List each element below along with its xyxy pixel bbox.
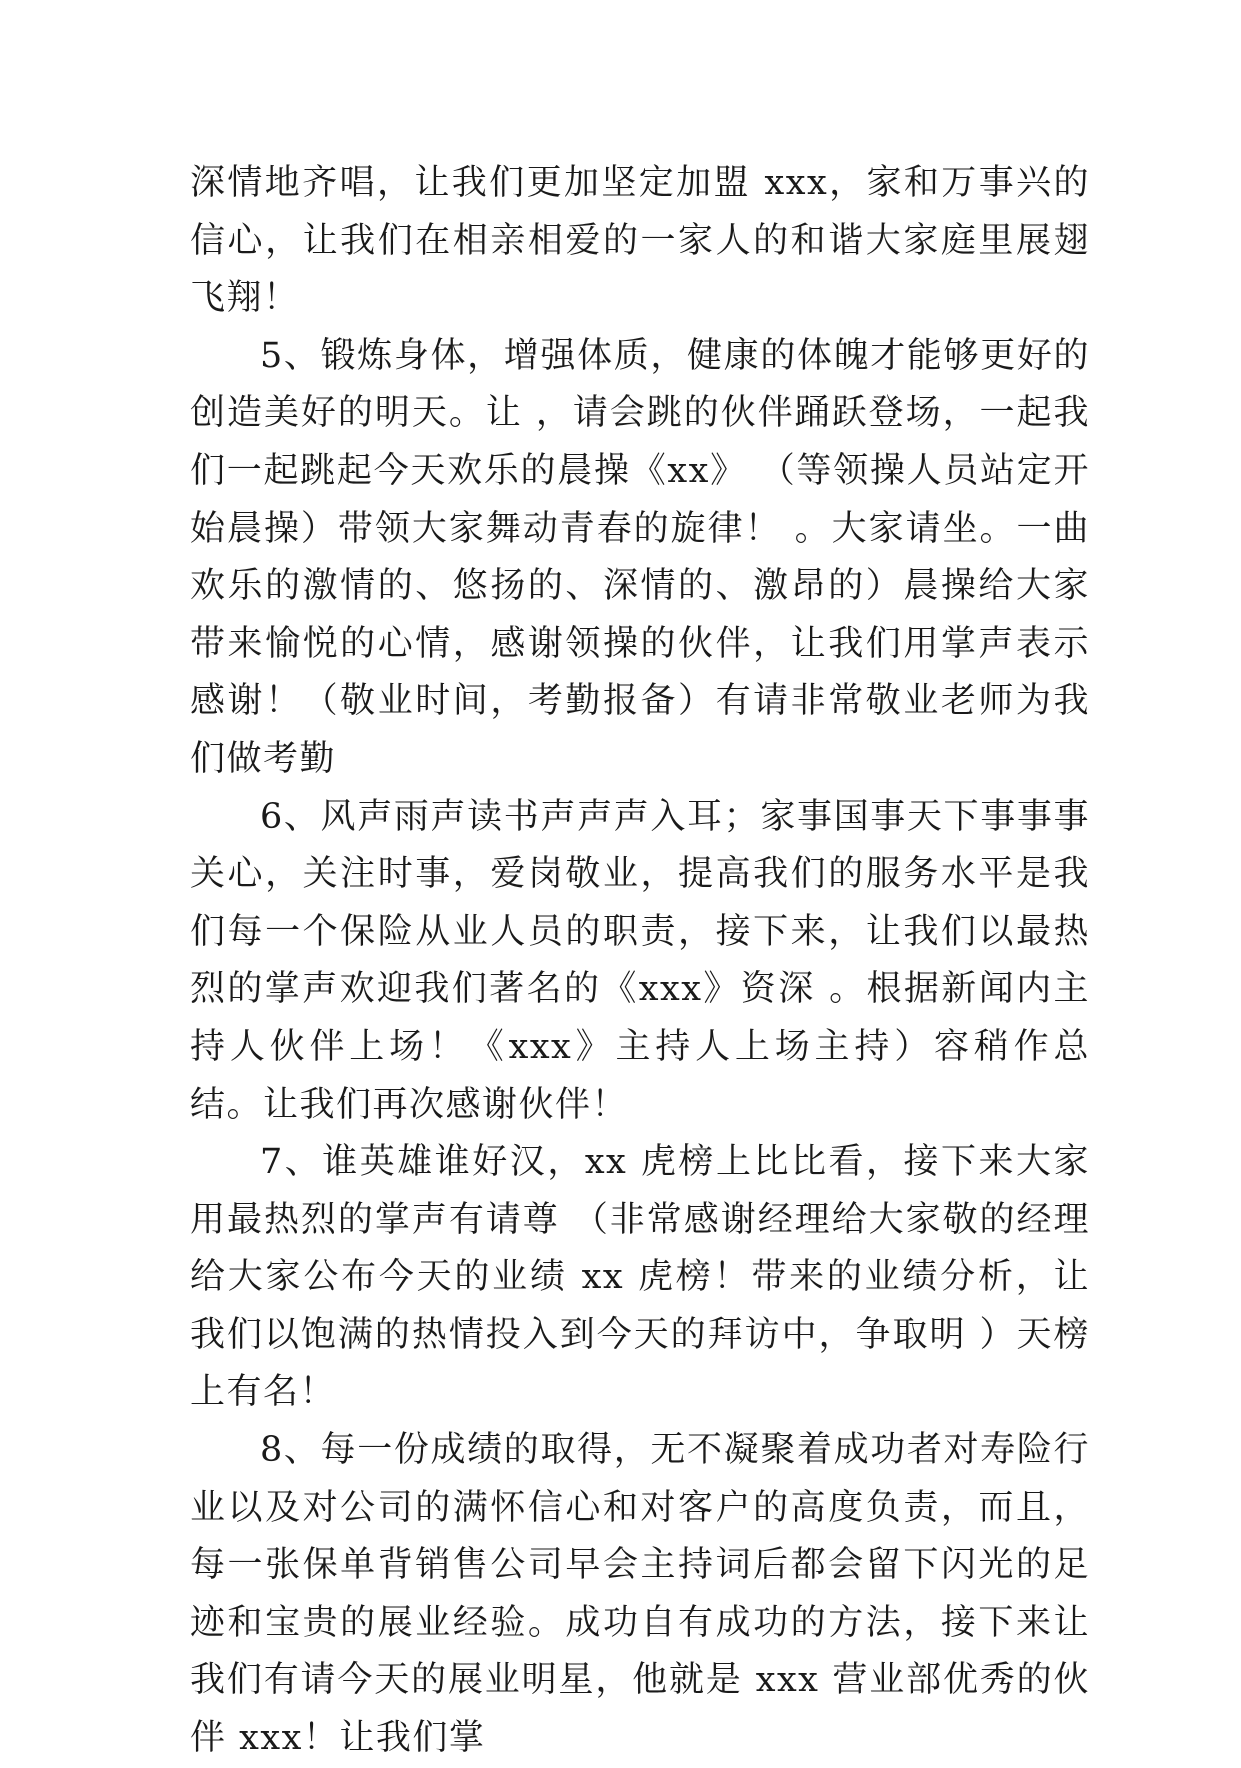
paragraph-item-7: 7、谁英雄谁好汉，xx 虎榜上比比看，接下来大家用最热烈的掌声有请尊 （非常感谢经理给大家敬的经理给大家公布今天的业绩 xx 虎榜！带来的业绩分析，让我们以饱满的热情投入到今天的拜访中，争取明 ）天榜上有名！ [190, 1142, 1090, 1413]
paragraph-item-8: 8、每一份成绩的取得，无不凝聚着成功者对寿险行业以及对公司的满怀信心和对客户的高度负责，而且，每一张保单背销售公司早会主持词后都会留下闪光的足迹和宝贵的展业经验。成功自有成功的方法，接下来让我们有请今天的展业明星，他就是 xxx 营业部优秀的伙伴 xxx！让我们掌 [190, 1430, 1090, 1759]
document-body [190, 155, 1090, 1768]
paragraph-item-6: 6、风声雨声读书声声声入耳；家事国事天下事事事关心，关注时事，爱岗敬业，提高我们的服务水平是我们每一个保险从业人员的职责，接下来，让我们以最热烈的掌声欢迎我们著名的《xxx》资深 。根据新闻内主持人伙伴上场！《xxx》主持人上场主持）容稍作总结。让我们再次感谢伙伴！ [190, 796, 1090, 1125]
paragraph-continuation: 深情地齐唱，让我们更加坚定加盟 xxx，家和万事兴的信心，让我们在相亲相爱的一家人的和谐大家庭里展翅飞翔！ [190, 163, 1090, 319]
paragraph-item-5: 5、锻炼身体，增强体质，健康的体魄才能够更好的创造美好的明天。让 ，请会跳的伙伴踊跃登场，一起我们一起跳起今天欢乐的晨操《xx》 （等领操人员站定开始晨操）带领大家舞动青春的旋律！ 。大家请坐。一曲欢乐的激情的、悠扬的、深情的、激昂的）晨操给大家带来愉悦的心情，感谢领操的伙伴，让我们用掌声表示感谢！（敬业时间，考勤报备）有请非常敬业老师为我们做考勤 [190, 335, 1090, 779]
